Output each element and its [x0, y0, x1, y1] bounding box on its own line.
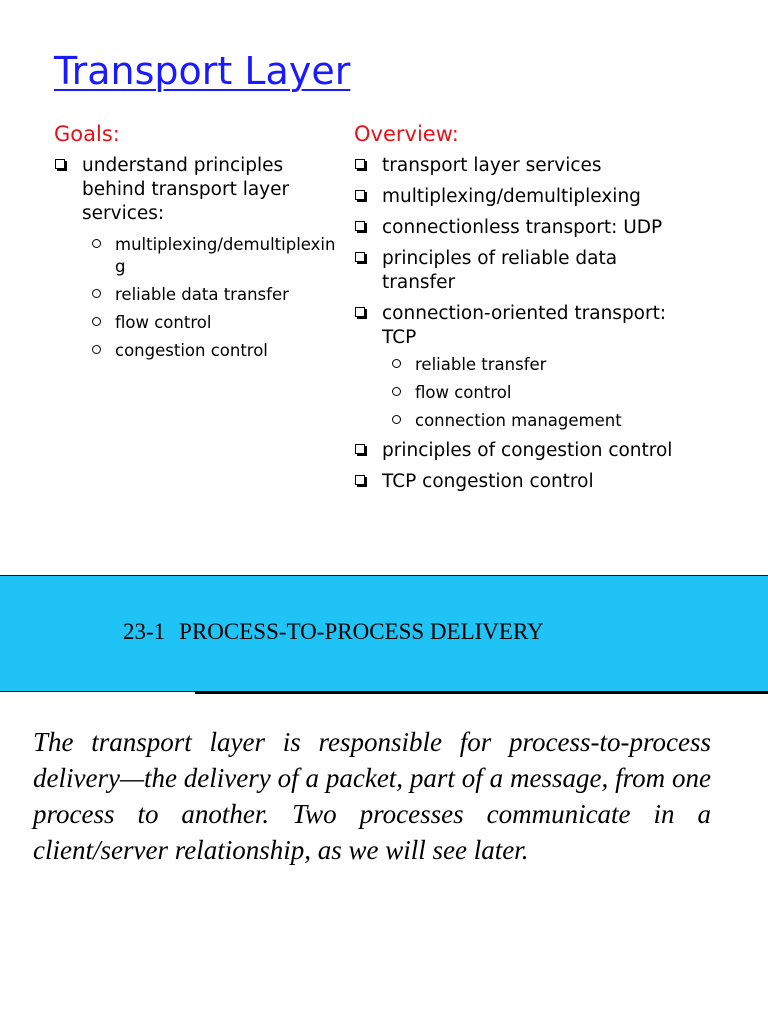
overview-item-label: principles of congestion control	[382, 440, 673, 461]
slide-title: Transport Layer	[54, 49, 351, 93]
goals-item-label: understand principles behind transport layer services:	[82, 155, 290, 224]
square-bullet-icon	[355, 221, 365, 231]
overview-item-label: transport layer services	[382, 155, 602, 176]
goals-subitem-label: reliable data transfer	[115, 285, 289, 304]
overview-item	[354, 185, 764, 209]
overview-item-label: connection-oriented transport: TCP	[382, 303, 667, 348]
circle-bullet-icon	[392, 359, 401, 368]
square-bullet-icon	[355, 190, 365, 200]
overview-item-label: TCP congestion control	[382, 471, 594, 492]
section-banner	[0, 575, 768, 692]
overview-heading: Overview:	[354, 122, 459, 146]
overview-subitem-label: reliable transfer	[415, 355, 547, 374]
overview-list	[354, 154, 764, 494]
goals-subitem	[82, 340, 344, 362]
square-bullet-icon	[355, 252, 365, 262]
circle-bullet-icon	[392, 415, 401, 424]
goals-subitem-label: congestion control	[115, 341, 268, 360]
goals-subitem-label: flow control	[115, 313, 212, 332]
circle-bullet-icon	[392, 387, 401, 396]
goals-column	[54, 120, 344, 369]
overview-subitem	[382, 410, 764, 432]
overview-subitem-label: flow control	[415, 383, 512, 402]
overview-column	[354, 120, 764, 501]
circle-bullet-icon	[92, 345, 101, 354]
section-heading	[123, 618, 544, 646]
body-paragraph: The transport layer is responsible for process-to-process delivery—the delivery of a packet, part of a message, from one process to another. Two processes communicate in a client/server relationship, as we will see later.	[33, 727, 711, 865]
overview-subitem-label: connection management	[415, 411, 622, 430]
banner-shadow	[195, 691, 768, 694]
overview-item	[354, 247, 764, 295]
goals-heading: Goals:	[54, 122, 120, 146]
overview-sublist	[382, 354, 764, 432]
circle-bullet-icon	[92, 317, 101, 326]
square-bullet-icon	[355, 159, 365, 169]
square-bullet-icon	[355, 307, 365, 317]
circle-bullet-icon	[92, 289, 101, 298]
goals-subitem-label: multiplexing/demultiplexing	[115, 235, 336, 276]
overview-item	[354, 302, 764, 432]
goals-subitem	[82, 234, 344, 278]
overview-item	[354, 216, 764, 240]
overview-item-label: multiplexing/demultiplexing	[382, 186, 641, 207]
square-bullet-icon	[55, 159, 65, 169]
overview-subitem	[382, 354, 764, 376]
overview-subitem	[382, 382, 764, 404]
goals-sublist	[82, 234, 344, 362]
overview-item-label: connectionless transport: UDP	[382, 217, 663, 238]
goals-item	[54, 154, 344, 362]
overview-item-label: principles of reliable data transfer	[382, 248, 618, 293]
section-number: 23-1	[123, 619, 166, 644]
circle-bullet-icon	[92, 239, 101, 248]
overview-item	[354, 154, 764, 178]
goals-subitem	[82, 312, 344, 334]
section-title: PROCESS-TO-PROCESS DELIVERY	[179, 619, 544, 644]
square-bullet-icon	[355, 475, 365, 485]
overview-item	[354, 470, 764, 494]
goals-subitem	[82, 284, 344, 306]
square-bullet-icon	[355, 444, 365, 454]
overview-item	[354, 439, 764, 463]
goals-list	[54, 154, 344, 362]
